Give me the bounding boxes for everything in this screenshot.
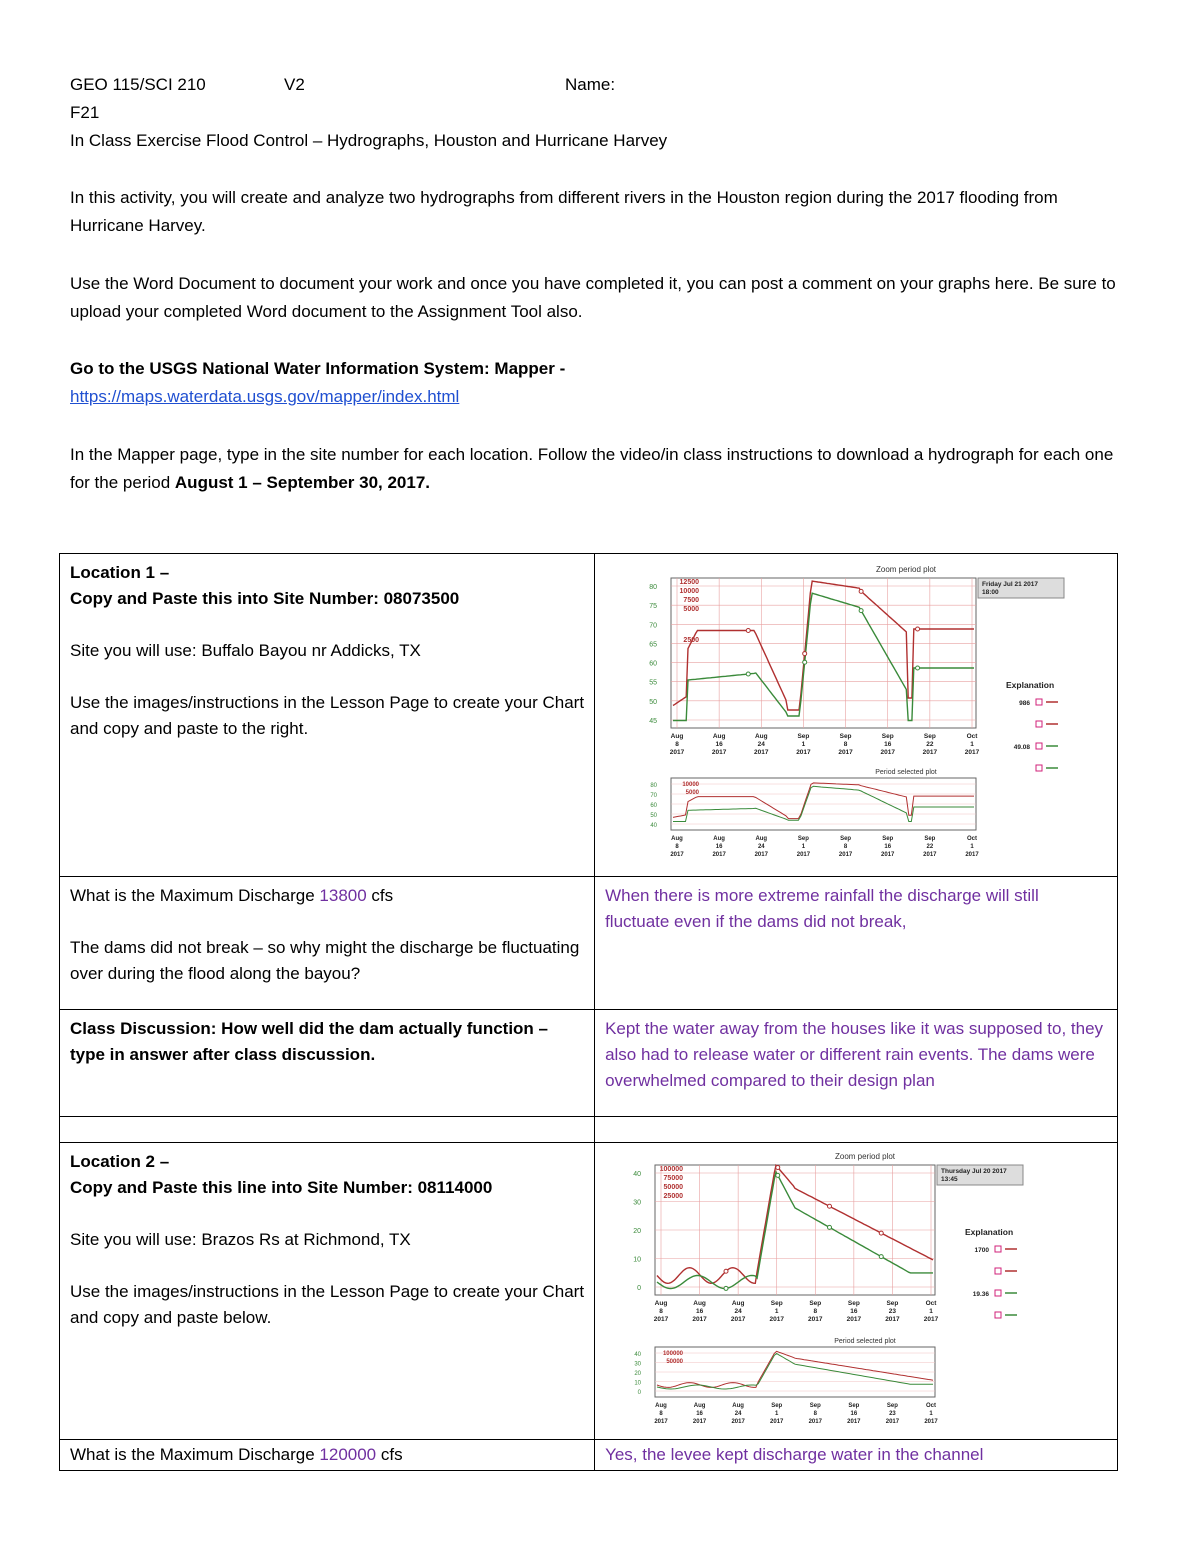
- mini-x-tick-label: Sep: [840, 836, 852, 842]
- zoom-title: Zoom period plot: [876, 565, 937, 574]
- mini-x-tick-label: 2017: [881, 852, 895, 858]
- x-tick-label: 16: [884, 741, 892, 748]
- spacer-cell-right: [595, 1117, 1118, 1143]
- x-tick-label: Aug: [755, 733, 768, 740]
- tooltip-time: 13:45: [941, 1176, 958, 1183]
- legend-title: Explanation: [965, 1227, 1014, 1237]
- x-tick-label: Oct: [966, 733, 978, 740]
- tooltip-time: 18:00: [982, 589, 999, 596]
- mini-y-tick: 50: [650, 813, 658, 819]
- y-tick-left: 0: [637, 1285, 642, 1292]
- y-tick-left: 30: [633, 1199, 642, 1207]
- mini-x-tick-label: Oct: [926, 1403, 937, 1409]
- y-tick-left: 40: [633, 1171, 642, 1178]
- mini-y-tick: 40: [634, 1352, 642, 1358]
- mini-y-tick-right: 10000: [682, 782, 700, 788]
- fluctuation-answer[interactable]: When there is more extreme rainfall the discharge will still fluctuate even if the dams did not break,: [605, 886, 1039, 931]
- y-tick-left: 55: [649, 679, 658, 687]
- x-tick-label: 24: [757, 741, 765, 748]
- legend-checkbox: [995, 1312, 1001, 1318]
- mini-x-tick-label: Sep: [924, 836, 936, 842]
- gage-marker: [776, 1173, 780, 1177]
- mini-x-tick-label: 2017: [847, 1419, 861, 1425]
- x-tick-label: 16: [715, 741, 723, 748]
- mini-x-tick-label: 24: [734, 1411, 742, 1417]
- legend-checkbox: [1036, 765, 1042, 771]
- mini-x-tick-label: 16: [715, 844, 723, 850]
- period-title: Period selected plot: [834, 1338, 896, 1345]
- mini-y-tick: 0: [637, 1390, 642, 1396]
- x-tick-label: 2017: [692, 1316, 707, 1323]
- y-tick-right: 2500: [683, 637, 700, 644]
- discharge-marker: [724, 1269, 728, 1273]
- mini-x-tick-label: 2017: [712, 852, 726, 858]
- x-tick-label: 16: [850, 1308, 858, 1315]
- mini-x-tick-label: Aug: [655, 1403, 667, 1409]
- legend-value: 49.08: [1013, 744, 1031, 751]
- x-tick-label: 1: [801, 741, 806, 748]
- y-tick-left: 70: [649, 622, 658, 630]
- x-tick-label: 8: [843, 741, 848, 748]
- location2-hydrograph: [599, 1145, 1119, 1429]
- x-tick-label: 24: [734, 1308, 742, 1315]
- x-tick-label: Oct: [925, 1300, 937, 1307]
- mini-x-tick-label: 2017: [796, 852, 811, 858]
- zoom-title: Zoom period plot: [835, 1152, 896, 1161]
- y-tick-left: 80: [649, 584, 658, 591]
- x-tick-label: 2017: [769, 1316, 785, 1323]
- legend-checkbox: [1036, 743, 1042, 749]
- discharge-unit-2: cfs: [376, 1445, 403, 1464]
- x-tick-label: Aug: [654, 1300, 668, 1307]
- location2-instructions-cell: [60, 1143, 595, 1440]
- spacer-cell-left: [60, 1117, 595, 1143]
- mini-x-tick-label: 2017: [770, 1419, 784, 1425]
- location1-answer-cell: [595, 877, 1118, 1010]
- mini-y-tick-right: 100000: [663, 1351, 684, 1357]
- gage-marker: [859, 609, 863, 613]
- mini-x-tick-label: Sep: [882, 836, 894, 842]
- location1-row: [60, 554, 1118, 877]
- location1-instructions-cell: [60, 554, 595, 877]
- location1-site-number: Copy and Paste this into Site Number: 08073500: [70, 589, 460, 608]
- y-tick-right: 7500: [683, 597, 700, 604]
- mini-x-tick-label: 8: [675, 844, 679, 850]
- mini-x-tick-label: 8: [659, 1411, 663, 1417]
- exercise-table: [59, 553, 1118, 1471]
- x-tick-label: 2017: [808, 1316, 823, 1323]
- mini-y-tick: 60: [650, 803, 658, 809]
- location1-discharge-row: [60, 877, 1118, 1010]
- x-tick-label: 2017: [922, 749, 938, 756]
- location1-hydrograph: [599, 556, 1119, 866]
- mini-x-tick-label: Aug: [671, 836, 683, 842]
- location1-site-name: Site you will use: Buffalo Bayou nr Addicks, TX: [70, 641, 421, 660]
- mini-x-tick-label: 24: [758, 844, 765, 850]
- period-dates: August 1 – September 30, 2017.: [174, 473, 431, 492]
- mini-x-tick-label: 2017: [692, 1419, 707, 1425]
- mini-x-tick-label: Aug: [693, 1403, 706, 1409]
- gage-marker: [916, 666, 920, 670]
- discharge-marker: [803, 652, 807, 656]
- mini-x-tick-label: 8: [843, 844, 848, 850]
- x-tick-label: 1: [774, 1308, 779, 1315]
- legend-checkbox: [1036, 699, 1042, 705]
- legend-checkbox: [995, 1290, 1001, 1296]
- tooltip-date: Thursday Jul 20 2017: [941, 1168, 1007, 1175]
- mini-x-tick-label: Aug: [755, 836, 768, 842]
- mini-y-tick-right: 5000: [685, 790, 700, 796]
- location2-answer-cell: [595, 1440, 1118, 1471]
- mini-x-tick-label: 2017: [731, 1419, 745, 1425]
- main-plot-frame: [671, 578, 976, 728]
- gage-marker: [746, 672, 750, 676]
- discharge-marker: [879, 1231, 883, 1235]
- x-tick-label: 1: [970, 741, 974, 748]
- discussion-answer[interactable]: Kept the water away from the houses like it was supposed to, they also had to release water or different rain events. The dams were overwhelmed compared to their design plan: [605, 1019, 1104, 1090]
- fluctuation-question: The dams did not break – so why might the discharge be fluctuating over during the flood along the bayou?: [70, 938, 580, 983]
- x-tick-label: 22: [926, 741, 934, 748]
- y-tick-right: 50000: [663, 1184, 684, 1191]
- location2-question-cell: [60, 1440, 595, 1471]
- period-title: Period selected plot: [875, 769, 937, 776]
- location1-chart-cell: [595, 554, 1118, 877]
- x-tick-label: 2017: [923, 1316, 939, 1323]
- mini-x-tick-label: 22: [926, 844, 934, 850]
- mini-x-tick-label: 1: [970, 844, 974, 850]
- mini-x-tick-label: 8: [813, 1411, 818, 1417]
- mini-x-tick-label: 16: [696, 1411, 703, 1417]
- y-tick-left: 65: [649, 641, 658, 649]
- mini-x-tick-label: 1: [929, 1411, 933, 1417]
- y-tick-left: 60: [649, 660, 658, 668]
- discussion-row: [60, 1010, 1118, 1117]
- x-tick-label: Aug: [670, 733, 684, 740]
- mini-x-tick-label: 16: [850, 1411, 858, 1417]
- intro-paragraph-3: [70, 355, 1120, 411]
- mini-x-tick-label: 2017: [654, 1419, 668, 1425]
- intro-paragraph-1: In this activity, you will create and analyze two hydrographs from different rivers in the Houston region during the 2017 flooding from Hurricane Harvey.: [70, 188, 1058, 235]
- location2-row: [60, 1143, 1118, 1440]
- gage-marker: [828, 1225, 832, 1229]
- location2-discharge-row: [60, 1440, 1118, 1471]
- mini-x-tick-label: Oct: [967, 836, 978, 842]
- discussion-question-cell: [60, 1010, 595, 1117]
- mapper-link[interactable]: https://maps.waterdata.usgs.gov/mapper/index.html: [70, 387, 460, 406]
- gage-marker: [724, 1286, 728, 1290]
- legend-value: 986: [1019, 700, 1031, 707]
- discharge-marker: [916, 627, 920, 631]
- mini-x-tick-label: 16: [884, 844, 892, 850]
- y-tick-left: 45: [649, 718, 658, 725]
- header-line: [70, 73, 616, 97]
- x-tick-label: Sep: [839, 733, 852, 740]
- gage-marker: [803, 660, 807, 664]
- mini-x-tick-label: 2017: [808, 1419, 823, 1425]
- legend-checkbox: [995, 1246, 1001, 1252]
- x-tick-label: Sep: [847, 1300, 860, 1307]
- location1-instructions: Use the images/instructions in the Lesson Page to create your Chart and copy and paste to the right.: [70, 693, 585, 738]
- discharge-marker: [828, 1204, 832, 1208]
- x-tick-label: 8: [675, 741, 679, 748]
- mini-x-tick-label: 2017: [923, 852, 937, 858]
- discharge-unit: cfs: [366, 886, 394, 905]
- y-tick-right: 75000: [663, 1175, 684, 1182]
- x-tick-label: 2017: [885, 1316, 900, 1323]
- discharge-marker: [859, 589, 863, 593]
- mini-y-tick: 40: [650, 823, 658, 829]
- mini-x-tick-label: 2017: [838, 852, 853, 858]
- x-tick-label: Sep: [809, 1300, 822, 1307]
- max-discharge-question-2: What is the Maximum Discharge: [70, 1445, 320, 1464]
- mini-x-tick-label: Aug: [713, 836, 726, 842]
- mini-y-tick: 80: [650, 783, 658, 789]
- mapper-instruction: Go to the USGS National Water Information System: Mapper -: [70, 359, 566, 378]
- version-label: V2: [284, 75, 305, 94]
- max-discharge-question: What is the Maximum Discharge: [70, 886, 320, 905]
- x-tick-label: Sep: [797, 733, 810, 740]
- max-discharge-answer-2[interactable]: 120000: [319, 1445, 377, 1464]
- y-tick-right: 10000: [679, 588, 700, 595]
- legend-checkbox: [995, 1268, 1001, 1274]
- mini-x-tick-label: Sep: [771, 1403, 783, 1409]
- y-tick-right: 5000: [683, 606, 700, 613]
- mini-x-tick-label: Sep: [797, 836, 809, 842]
- gage-marker: [879, 1255, 883, 1259]
- x-tick-label: Sep: [770, 1300, 783, 1307]
- discussion-question: Class Discussion: How well did the dam actually function – type in answer after class discussion.: [70, 1019, 548, 1064]
- mini-x-tick-label: Sep: [809, 1403, 821, 1409]
- spacer-row: [60, 1117, 1118, 1143]
- y-tick-left: 50: [649, 698, 658, 706]
- mini-x-tick-label: Sep: [848, 1403, 860, 1409]
- x-tick-label: 2017: [838, 749, 853, 756]
- levee-answer[interactable]: Yes, the levee kept discharge water in the channel: [605, 1445, 984, 1464]
- mini-y-tick: 20: [634, 1371, 642, 1377]
- mini-x-tick-label: 2017: [670, 852, 684, 858]
- location1-question-cell: [60, 877, 595, 1010]
- document-title: In Class Exercise Flood Control – Hydrographs, Houston and Hurricane Harvey: [70, 131, 668, 150]
- legend-value: 1700: [974, 1247, 990, 1254]
- y-tick-right: 12500: [679, 579, 700, 586]
- x-tick-label: 2017: [964, 749, 980, 756]
- mini-x-tick-label: 1: [801, 844, 806, 850]
- y-tick-left: 75: [649, 603, 658, 611]
- x-tick-label: 2017: [796, 749, 811, 756]
- mini-y-tick: 10: [634, 1380, 642, 1387]
- x-tick-label: 16: [696, 1308, 704, 1315]
- discharge-marker: [776, 1165, 780, 1169]
- max-discharge-answer[interactable]: 13800: [319, 886, 367, 905]
- mini-y-tick: 70: [650, 793, 658, 799]
- period-instruction: In the Mapper page, type in the site number for each location. Follow the video/in class instructions to download a hydrograph for each one for the period: [70, 445, 1114, 492]
- x-tick-label: 2017: [669, 749, 685, 756]
- location2-chart-cell: [595, 1143, 1118, 1440]
- x-tick-label: 2017: [754, 749, 769, 756]
- x-tick-label: 2017: [880, 749, 896, 756]
- mini-y-tick-right: 50000: [666, 1359, 684, 1365]
- discharge-marker: [746, 629, 750, 633]
- y-tick-right: 100000: [659, 1166, 684, 1173]
- legend-title: Explanation: [1006, 680, 1055, 690]
- course-code: GEO 115/SCI 210: [70, 75, 206, 94]
- mini-y-tick: 30: [634, 1361, 642, 1368]
- mini-x-tick-label: 2017: [965, 852, 979, 858]
- x-tick-label: 23: [888, 1308, 897, 1315]
- x-tick-label: 2017: [711, 749, 727, 756]
- x-tick-label: Aug: [693, 1300, 706, 1307]
- x-tick-label: 2017: [653, 1316, 669, 1323]
- mini-x-tick-label: 2017: [885, 1419, 900, 1425]
- intro-paragraph-2: Use the Word Document to document your work and once you have completed it, you can post a comment on your graphs here. Be sure to upload your completed Word document to the Assignment Tool also.: [70, 274, 1116, 321]
- location2-site-name: Site you will use: Brazos Rs at Richmond, TX: [70, 1230, 411, 1249]
- y-tick-left: 10: [633, 1256, 642, 1264]
- y-tick-left: 20: [633, 1228, 642, 1235]
- legend-value: 19.36: [972, 1291, 990, 1298]
- mini-x-tick-label: Sep: [886, 1403, 898, 1409]
- y-tick-right: 25000: [663, 1193, 684, 1200]
- location1-heading: Location 1 –: [70, 563, 170, 582]
- legend-checkbox: [1036, 721, 1042, 727]
- intro-paragraph-4: [70, 441, 1120, 497]
- x-tick-label: Aug: [712, 733, 726, 740]
- tooltip-date: Friday Jul 21 2017: [982, 581, 1039, 588]
- mini-x-tick-label: 2017: [754, 852, 769, 858]
- x-tick-label: 1: [929, 1308, 933, 1315]
- location2-instructions: Use the images/instructions in the Lesson Page to create your Chart and copy and paste below.: [70, 1282, 585, 1327]
- name-label: Name:: [565, 75, 616, 94]
- x-tick-label: 8: [813, 1308, 818, 1315]
- x-tick-label: Aug: [731, 1300, 745, 1307]
- mini-x-tick-label: 23: [889, 1411, 896, 1417]
- x-tick-label: Sep: [886, 1300, 899, 1307]
- location2-heading: Location 2 –: [70, 1152, 170, 1171]
- x-tick-label: 8: [659, 1308, 663, 1315]
- location2-site-number: Copy and Paste this line into Site Number: 08114000: [70, 1178, 493, 1197]
- discussion-answer-cell: [595, 1010, 1118, 1117]
- mini-x-tick-label: Aug: [732, 1403, 745, 1409]
- x-tick-label: Sep: [881, 733, 894, 740]
- mini-x-tick-label: 1: [775, 1411, 779, 1417]
- term-label: F21: [70, 103, 100, 122]
- x-tick-label: 2017: [730, 1316, 746, 1323]
- x-tick-label: Sep: [923, 733, 936, 740]
- mini-x-tick-label: 2017: [924, 1419, 938, 1425]
- x-tick-label: 2017: [846, 1316, 862, 1323]
